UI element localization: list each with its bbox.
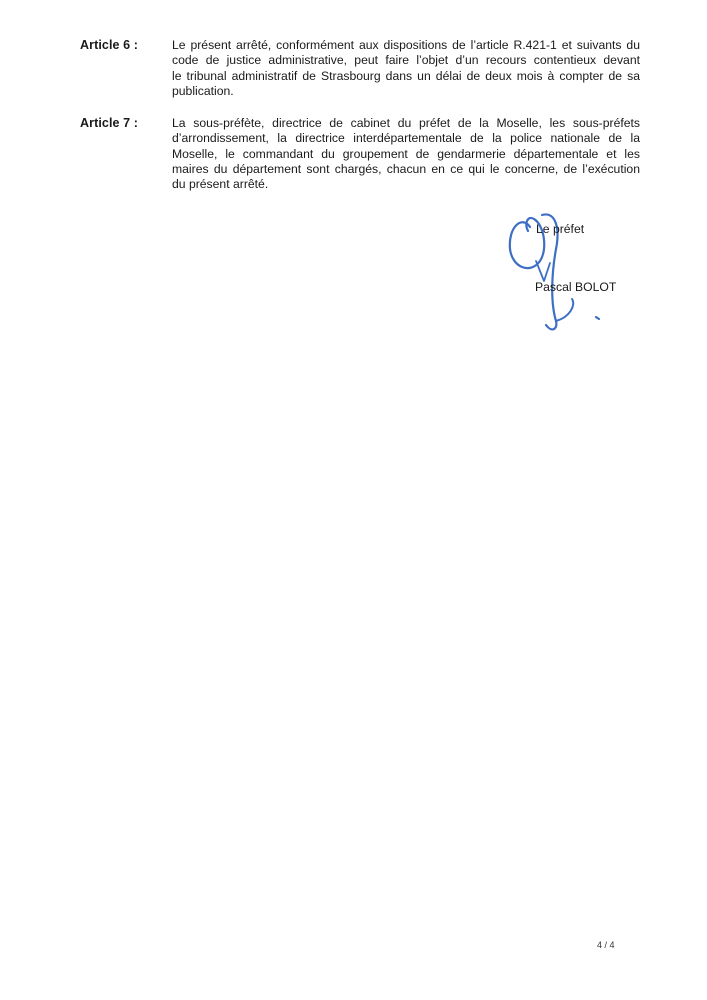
article-label: Article 7 : bbox=[80, 116, 139, 130]
signature-stroke bbox=[556, 299, 573, 321]
signature-stroke bbox=[596, 317, 599, 319]
signatory-title: Le préfet bbox=[536, 222, 585, 236]
article-line: du présent arrêté. bbox=[172, 177, 269, 192]
article-line: code de justice administrative, peut faire l’objet d’un recours contentieux devant bbox=[172, 53, 640, 68]
signatory-name: Pascal BOLOT bbox=[535, 280, 617, 294]
article-line: Moselle, le commandant du groupement de gendarmerie départementale et les bbox=[172, 146, 640, 161]
article-line: d’arrondissement, la directrice interdépartementale de la police nationale de la bbox=[172, 131, 640, 146]
article-line: Le présent arrêté, conformément aux dispositions de l’article R.421-1 et suivants du bbox=[172, 38, 640, 52]
signature-block bbox=[500, 205, 640, 345]
page-number: 4 / 4 bbox=[597, 940, 615, 950]
article-label: Article 6 : bbox=[80, 38, 139, 52]
article-line: le tribunal administratif de Strasbourg dans un délai de deux mois à compter de sa bbox=[172, 68, 640, 83]
article-line: La sous-préfète, directrice de cabinet du préfet de la Moselle, les sous-préfets bbox=[172, 116, 640, 130]
article-line: publication. bbox=[172, 83, 234, 98]
signature-stroke bbox=[536, 261, 550, 281]
article-body bbox=[172, 38, 640, 99]
article-line: maires du département sont chargés, chacun en ce qui le concerne, de l’exécution bbox=[172, 161, 640, 176]
article-body bbox=[172, 116, 640, 192]
